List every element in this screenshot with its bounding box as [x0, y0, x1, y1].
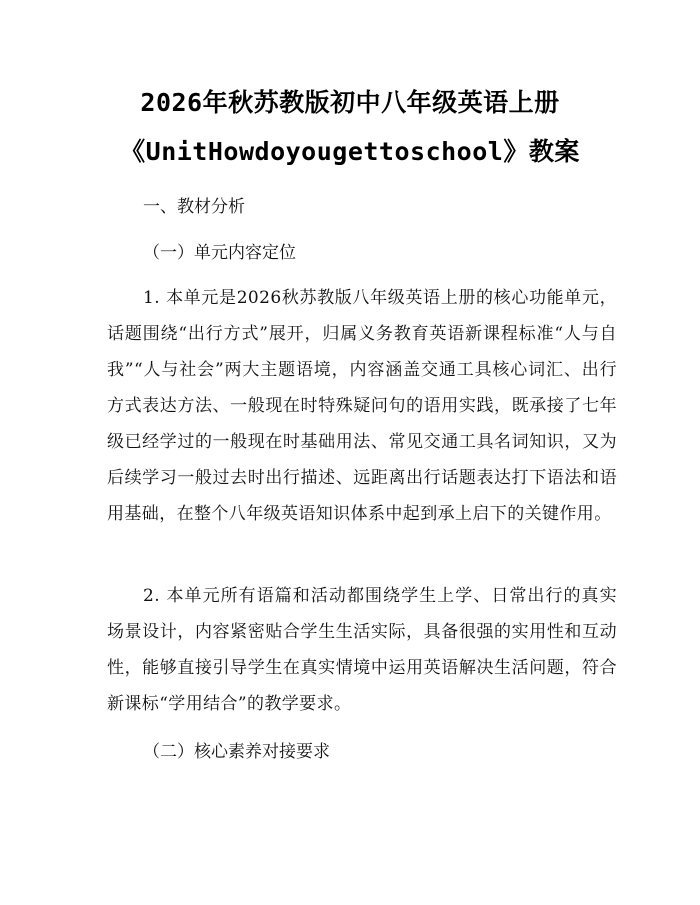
paragraph-unit-positioning: 1. 本单元是2026秋苏教版八年级英语上册的核心功能单元，话题围绕“出行方式”展开，归属义务教育英语新课程标准“人与自我”“人与社会”两大主题语境，内容涵盖交通工具核心词汇、出行方式表达方法、一般现在时特殊疑问句的语用实践，既承接了七年级已经学过的一般现在时基础用法、常见交通工具名词知识，又为后续学习一般过去时出行描述、远距离出行话题表达打下语法和语用基础，在整个八年级英语知识体系中起到承上启下的关键作用。: [107, 288, 617, 524]
document-title-line2: 《UnitHowdoyougettoschool》教案: [120, 137, 580, 166]
paragraph-real-scenarios: 2. 本单元所有语篇和活动都围绕学生上学、日常出行的真实场景设计，内容紧密贴合学生生活实际，具备很强的实用性和互动性，能够直接引导学生在真实情境中运用英语解决生活问题，符合新课标“学用结合”的教学要求。: [107, 586, 617, 714]
subsection-heading-core-literacy: （二）核心素养对接要求: [143, 742, 330, 762]
section-heading-textbook-analysis: 一、教材分析: [143, 197, 245, 217]
document-title-line1: 2026年秋苏教版初中八年级英语上册: [140, 88, 560, 117]
subsection-heading-unit-positioning: （一）单元内容定位: [143, 243, 296, 263]
